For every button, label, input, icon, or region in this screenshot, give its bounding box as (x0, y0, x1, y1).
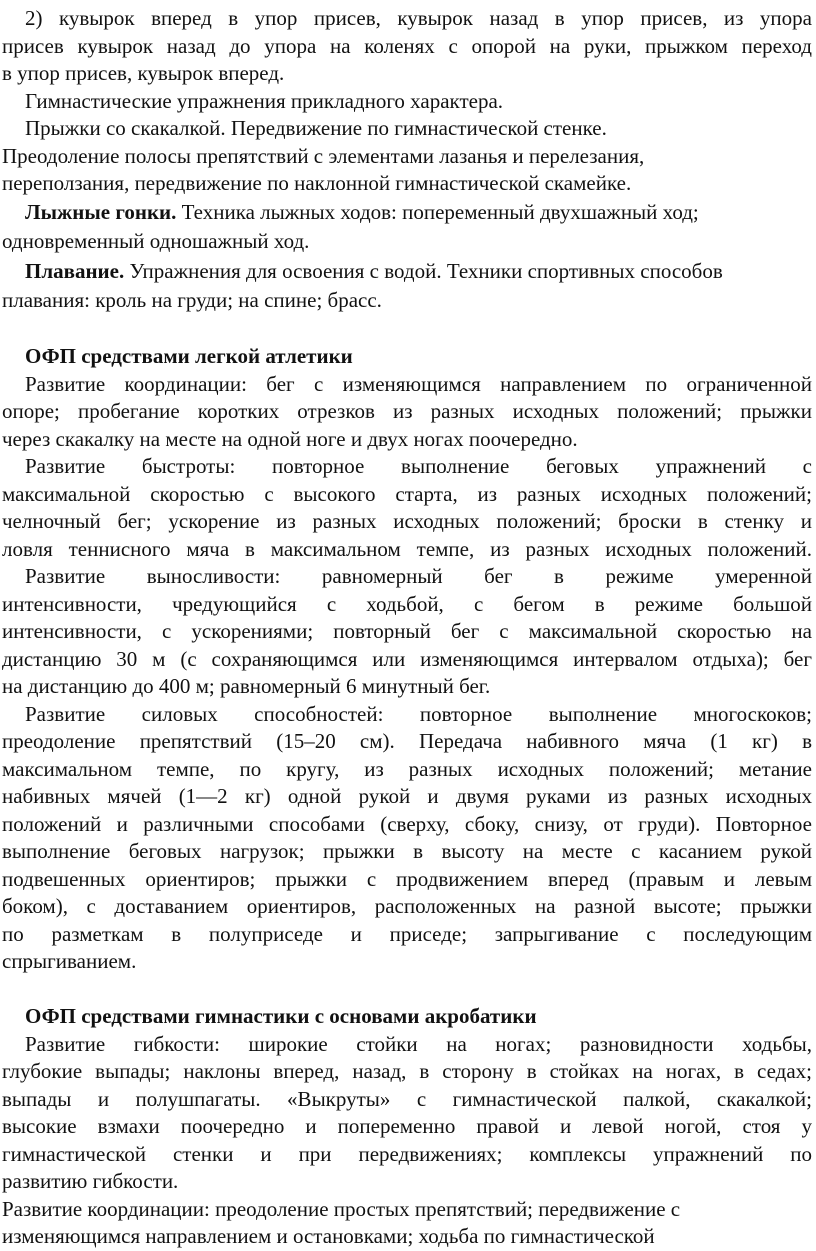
line-text: опоре; пробегание коротких отрезков из разных исходных положений; прыжки (2, 399, 812, 423)
section-heading (2, 1003, 812, 1031)
text-line (2, 1168, 812, 1196)
line-text: положений и различными способами (сверху, сбоку, снизу, от груди). Повторное (2, 811, 812, 836)
text-line (2, 756, 812, 784)
line-text: преодоление препятствий (15–20 см). Передача набивного мяча (1 кг) в (2, 729, 812, 753)
text-line (2, 371, 812, 399)
text-line (2, 673, 812, 701)
text-line (2, 481, 812, 509)
text-line (2, 286, 812, 316)
line-text: подвешенных ориентиров; прыжки с продвижением вперед (правым и левым (2, 866, 812, 891)
text-line (2, 783, 812, 811)
text-line (2, 811, 812, 839)
line-text: Прыжки со скакалкой. Передвижение по гимнастической стенке. (25, 116, 607, 140)
text-line (2, 143, 812, 171)
line-text: глубокие выпады; наклоны вперед, назад, в сторону в стойках на ногах, в седах; (2, 1059, 812, 1083)
line-text: через скакалку на месте на одной ноге и двух ногах поочередно. (2, 426, 578, 451)
line-text: интенсивности, с ускорениями; повторный бег с максимальной скоростью на (2, 619, 812, 643)
line-text: ловля теннисного мяча в максимальном темпе, из разных исходных положений. (2, 536, 812, 561)
text-line (2, 1031, 812, 1059)
bold-lead: Плавание. (25, 258, 125, 283)
text-line (2, 536, 812, 564)
line-text: одновременный одношажный ход. (2, 229, 310, 253)
line-text: 2) кувырок вперед в упор присев, кувырок назад в упор присев, из упора (25, 6, 812, 30)
line-text: выполнение беговых нагрузок; прыжки в высоту на месте с касанием рукой (2, 839, 812, 863)
line-text: дистанцию 30 м (с сохраняющимся или изменяющимся интервалом отдыха); бег (2, 646, 812, 671)
line-text: плавания: кроль на груди; на спине; брасс. (2, 288, 382, 312)
text-line (2, 33, 812, 61)
line-text: в упор присев, кувырок вперед. (2, 61, 285, 85)
text-line (2, 115, 812, 143)
line-text: интенсивности, чредующийся с ходьбой, с бегом в режиме большой (2, 591, 812, 616)
text-line (2, 618, 812, 646)
text-line (2, 1058, 812, 1086)
line-text: гимнастической стенки и при передвижениях; комплексы упражнений по (2, 1141, 812, 1166)
text-line (2, 5, 812, 33)
line-text: по разметкам в полуприседе и приседе; запрыгивание с последующим (2, 921, 812, 946)
text-line (2, 563, 812, 591)
line-text: боком), с доставанием ориентиров, расположенных на разной высоте; прыжки (2, 894, 812, 918)
line-text: развитию гибкости. (2, 1169, 179, 1193)
document-page (2, 5, 812, 1251)
bold-lead: Лыжные гонки. (25, 199, 177, 224)
line-text: набивных мячей (1—2 кг) одной рукой и двумя руками из разных исходных (2, 784, 812, 808)
text-line (2, 88, 812, 116)
line-text: челночный бег; ускорение из разных исходных положений; броски в стенку и (2, 509, 812, 533)
text-line (2, 893, 812, 921)
line-text: максимальной скоростью с высокого старта, из разных исходных положений; (2, 481, 812, 506)
text-line (2, 426, 812, 454)
text-line (2, 257, 812, 287)
text-line (2, 170, 812, 198)
line-text: переползания, передвижение по наклонной гимнастической скамейке. (2, 171, 632, 195)
text-line (2, 198, 812, 228)
text-line (2, 1196, 812, 1224)
line-text: присев кувырок назад до упора на коленях с опорой на руки, прыжком переход (2, 33, 812, 58)
text-line (2, 398, 812, 426)
blank-line (2, 316, 812, 344)
text-line (2, 838, 812, 866)
text-line (2, 1141, 812, 1169)
blank-line (2, 976, 812, 1004)
text-line (2, 701, 812, 729)
text-line (2, 728, 812, 756)
line-text: высокие взмахи поочередно и попеременно правой и левой ногой, стоя у (2, 1114, 812, 1138)
bold-lead: ОФП средствами легкой атлетики (25, 344, 353, 368)
line-text: на дистанцию до 400 м; равномерный 6 минутный бег. (2, 674, 491, 698)
line-text: Упражнения для освоения с водой. Техники спортивных способов (124, 258, 723, 283)
text-line (2, 921, 812, 949)
text-line (2, 1113, 812, 1141)
text-line (2, 60, 812, 88)
line-text: Преодоление полосы препятствий с элементами лазанья и перелезания, (2, 143, 645, 168)
text-line (2, 866, 812, 894)
line-text: изменяющимся направлением и остановками; ходьба по гимнастической (2, 1224, 655, 1248)
text-line (2, 508, 812, 536)
text-line (2, 1223, 812, 1251)
text-line (2, 948, 812, 976)
line-text: максимальном темпе, по кругу, из разных исходных положений; метание (2, 756, 812, 781)
bold-lead: ОФП средствами гимнастики с основами акробатики (25, 1004, 537, 1028)
text-line (2, 591, 812, 619)
line-text: выпады и полушпагаты. «Выкруты» с гимнастической палкой, скакалкой; (2, 1086, 812, 1111)
text-line (2, 453, 812, 481)
line-text: Развитие выносливости: равномерный бег в режиме умеренной (25, 564, 812, 588)
text-line (2, 646, 812, 674)
section-heading (2, 343, 812, 371)
text-line (2, 227, 812, 257)
line-text: Развитие быстроты: повторное выполнение беговых упражнений с (25, 454, 812, 478)
line-text: спрыгиванием. (2, 949, 137, 973)
line-text: Развитие гибкости: широкие стойки на ногах; разновидности ходьбы, (25, 1031, 812, 1056)
line-text: Гимнастические упражнения прикладного характера. (25, 88, 504, 113)
line-text: Развитие координации: преодоление простых препятствий; передвижение с (2, 1196, 681, 1221)
line-text: Развитие координации: бег с изменяющимся направлением по ограниченной (25, 371, 812, 396)
text-line (2, 1086, 812, 1114)
line-text: Техника лыжных ходов: попеременный двухшажный ход; (176, 199, 699, 224)
line-text: Развитие силовых способностей: повторное выполнение многоскоков; (25, 701, 812, 726)
